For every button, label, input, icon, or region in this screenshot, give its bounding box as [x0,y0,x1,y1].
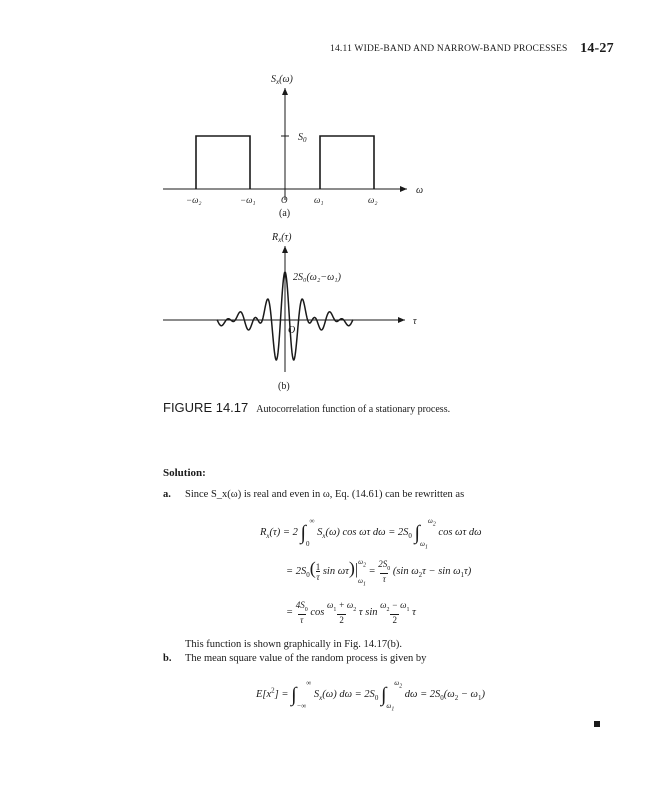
fig-a-panel-label: (a) [279,208,291,219]
equation-rx-line3: = $4S_0$ τ $\cos \omega_1 + \omega_2$ 2 τ $\sin \omega_2 - \omega_1$ 2 τ [286,600,416,625]
equation-mean-square: $E[x^2] = \int_{-\infty}^\infty$ $S_x(\omega) d\omega = 2S_0$ $\int_{\omega_1}^{\omega_2}$ $d\omega = 2S_0(\omega_2 - \omega_1)$ [256,678,485,713]
page-number: 14-27 [580,41,614,56]
fig-a-left-band [196,136,250,189]
item-b-paragraph [163,652,603,666]
equation-rx-line2: = $2S_0(\frac{1}{\tau}$ $\sin \omega\tau)|^{\omega_2}_{\omega_1} = 2S_0$ τ (sin $\omega_2\tau - \sin \omega_1\tau$) [286,557,472,588]
fig-a-tick-neg-w2: −ω₂ [186,195,202,205]
fig-b-x-label: τ [413,316,417,327]
shown-graphically-text: This function is shown graphically in Fig. 14.17(b). [185,639,402,650]
section-title: 14.11 WIDE-BAND AND NARROW-BAND PROCESSES [330,44,568,54]
fig-b-panel-label: (b) [278,381,290,392]
fig-a-tick-w1: ω₁ [314,195,324,205]
fig-b-y-label: $R_x(\tau)$ [272,232,292,244]
fig-a-tick-neg-w1: −ω₁ [240,195,256,205]
figure-caption [163,401,463,416]
item-a-paragraph [163,488,603,502]
item-a-label: a. [163,489,171,500]
fig-a-level-label: $S_0$ [298,132,307,144]
item-b-label: b. [163,653,172,664]
fig-a-x-label: ω [416,185,424,196]
fig-a-right-band [320,136,374,189]
fig-a-tick-w2: ω₂ [368,195,378,205]
fig-a-y-label: $S_x(\omega)$ [271,74,293,86]
fig-b-origin-label: O [288,325,296,336]
item-a-text: Since S_x(ω) is real and even in ω, Eq. (14.61) can be rewritten as [185,489,465,500]
solution-heading: Solution: [163,467,206,479]
item-b-text: The mean square value of the random process is given by [185,653,427,664]
figure-number: FIGURE 14.17 [163,400,249,415]
end-of-example-mark [594,721,600,727]
figure-caption-text: Autocorrelation function of a stationary process. [256,404,451,415]
fig-b-peak-label: 2S₀(ω₂−ω₁) [293,272,341,283]
fig-a-tick-origin: O [281,195,288,205]
equation-rx-line1: $R_x(\tau) = 2$ $\int_0^\infty$ $S_x(\omega)$ cos ωτ $d\omega = 2S_0$ $\int_{\omega_1}^{\omega_2}$ cos ωτ dω [260,516,482,551]
